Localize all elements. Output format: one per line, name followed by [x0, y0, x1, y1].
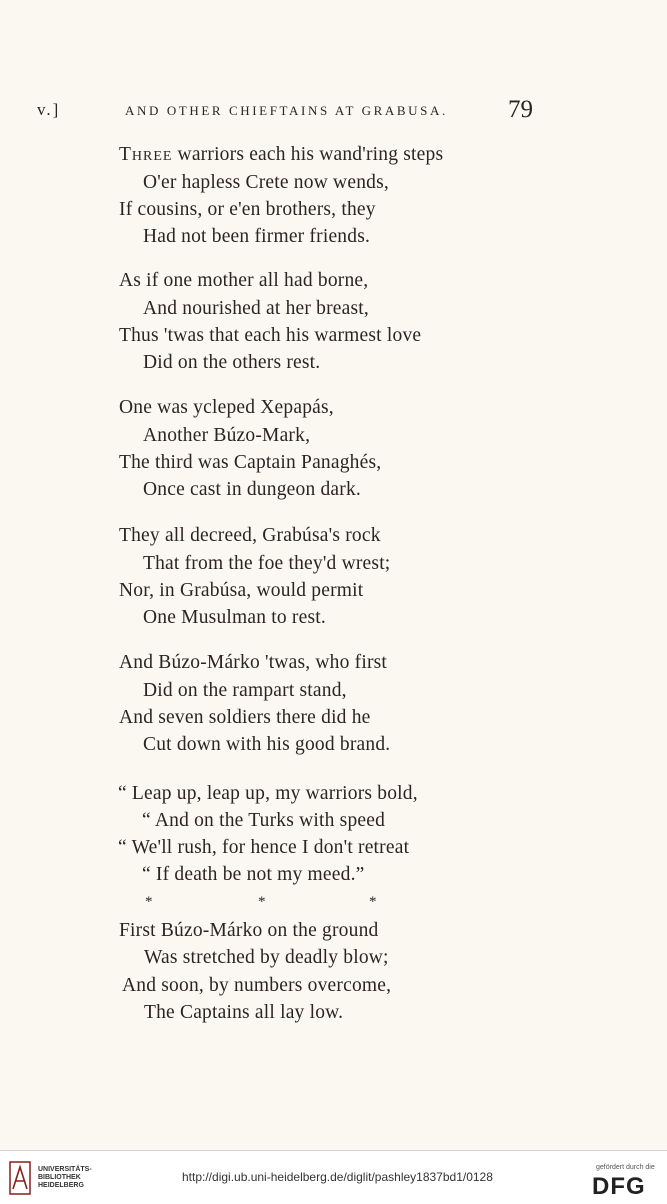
poem-line: One Musulman to rest.: [143, 607, 326, 628]
poem-line: Had not been firmer friends.: [143, 226, 371, 247]
poem-line: “ If death be not my meed.”: [142, 864, 365, 885]
poem-line: “ We'll rush, for hence I don't retreat: [118, 837, 410, 858]
poem-line: That from the foe they'd wrest;: [143, 553, 391, 574]
poem-line: First Búzo-Márko on the ground: [119, 920, 379, 941]
separator-star: *: [369, 894, 377, 910]
poem-line: “ And on the Turks with speed: [142, 810, 386, 831]
chapter-marker: v.]: [37, 100, 61, 119]
poem-line: If cousins, or e'en brothers, they: [119, 199, 376, 220]
viewer-footer: [0, 1150, 667, 1204]
drop-word: Three: [119, 144, 173, 165]
poem-line: Did on the rampart stand,: [143, 680, 347, 701]
library-logo-text: UNIVERSITÄTS- BIBLIOTHEK HEIDELBERG: [38, 1166, 92, 1189]
poem-line: The third was Captain Panaghés,: [119, 452, 382, 473]
permalink[interactable]: http://digi.ub.uni-heidelberg.de/diglit/pashley1837bd1/0128: [182, 1170, 493, 1184]
poem-line: And soon, by numbers overcome,: [122, 975, 392, 996]
poem-line: Thus 'twas that each his warmest love: [119, 325, 422, 346]
dfg-logo: DFG: [592, 1173, 646, 1200]
funder-caption: gefördert durch die: [596, 1164, 655, 1171]
poem-line: They all decreed, Grabúsa's rock: [119, 525, 381, 546]
poem-line: And seven soldiers there did he: [119, 707, 371, 728]
page-number: 79: [508, 96, 533, 123]
poem-line: And nourished at her breast,: [143, 298, 369, 319]
university-seal-icon: [9, 1161, 31, 1195]
poem-line: Cut down with his good brand.: [143, 734, 391, 755]
separator-star: *: [258, 894, 266, 910]
poem-line: “ Leap up, leap up, my warriors bold,: [118, 783, 418, 804]
poem-line: Once cast in dungeon dark.: [143, 479, 362, 500]
poem-line: Three warriors each his wand'ring steps: [119, 144, 444, 165]
poem-line: The Captains all lay low.: [144, 1002, 344, 1023]
poem-line: Was stretched by deadly blow;: [144, 947, 389, 968]
poem-line: O'er hapless Crete now wends,: [143, 172, 389, 193]
poem-line: One was ycleped Xepapás,: [119, 397, 334, 418]
poem-line: As if one mother all had borne,: [119, 270, 369, 291]
running-header: [0, 96, 667, 126]
poem-line: Nor, in Grabúsa, would permit: [119, 580, 364, 601]
running-title: AND OTHER CHIEFTAINS AT GRABUSA.: [125, 103, 448, 118]
poem-line: Another Búzo-Mark,: [143, 425, 311, 446]
poem-line: And Búzo-Márko 'twas, who first: [119, 652, 388, 673]
separator-star: *: [145, 894, 153, 910]
poem-line: Did on the others rest.: [143, 352, 321, 373]
